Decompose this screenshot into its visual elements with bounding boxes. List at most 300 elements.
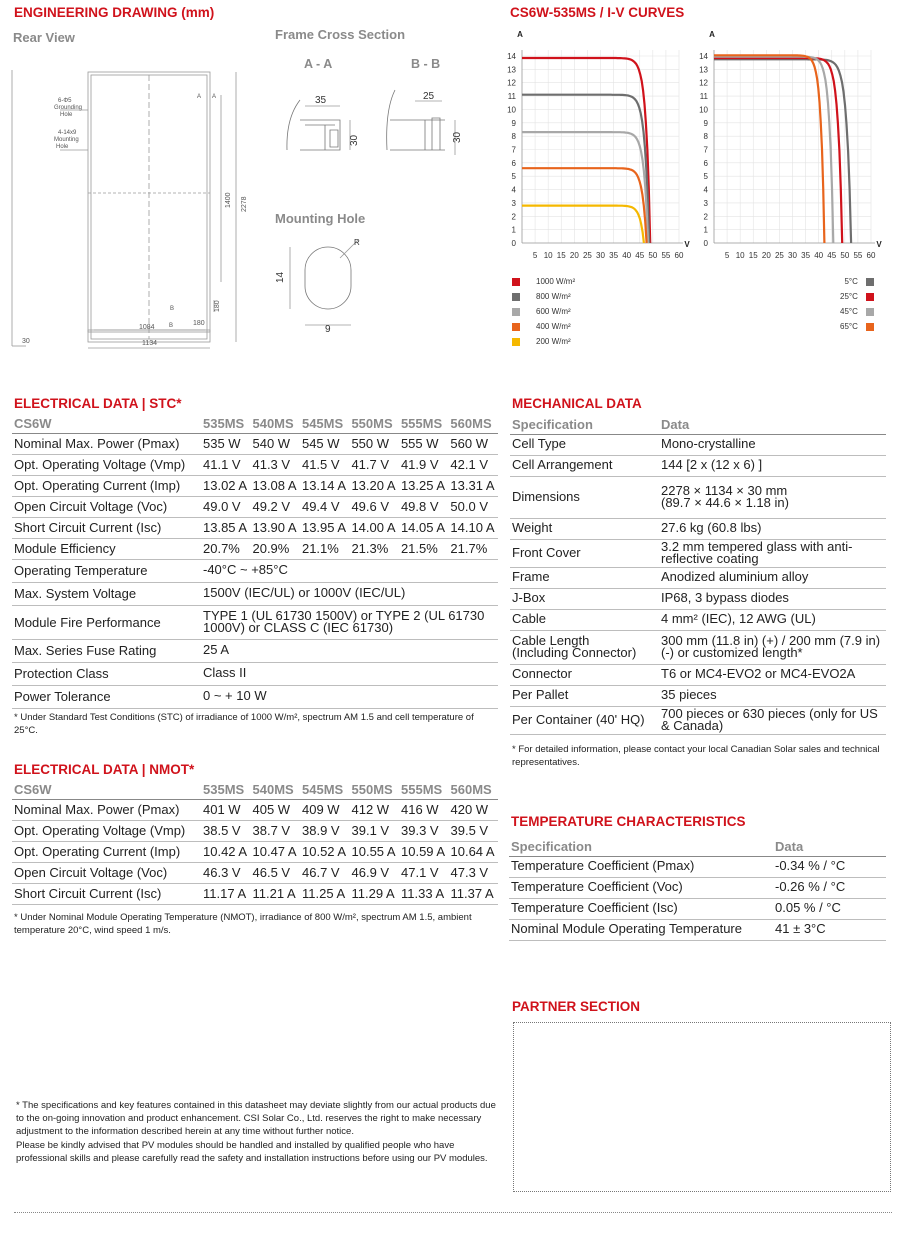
row-label: Module Efficiency [12,538,201,559]
disclaimer [16,1099,500,1165]
value-cell: 47.3 V [449,862,499,883]
value-cell: 555 W [399,433,448,454]
value-cell: T6 or MC4-EVO2 or MC4-EVO2A [659,664,886,685]
engineering-drawing [0,0,500,360]
legend-label: 1000 W/m² [536,277,576,286]
value-cell: 21.3% [349,538,398,559]
y-tick-label: 11 [699,92,708,102]
svg-text:25: 25 [423,91,435,102]
value-cell: 41 ± 3°C [773,919,886,940]
row-label: Power Tolerance [12,685,201,708]
y-tick-label: 13 [699,65,708,75]
legend-swatch [866,293,874,301]
row-label: Opt. Operating Current (Imp) [12,475,201,496]
y-tick-label: 7 [703,145,708,155]
legend-swatch [512,323,520,331]
table-row [510,609,886,630]
y-tick-label: 8 [703,132,708,142]
table-row [510,434,886,455]
svg-text:30: 30 [22,338,30,345]
value-cell: 550 W [349,433,398,454]
value-cell: 10.55 A [350,841,400,862]
table-row [12,454,498,475]
legend-label: 800 W/m² [536,292,571,301]
value-cell: 46.3 V [201,862,251,883]
grid [522,50,679,243]
svg-text:R: R [354,238,360,247]
value-cell: 2278 × 1134 × 30 mm (89.7 × 44.6 × 1.18 in) [659,476,886,518]
svg-text:A: A [212,94,217,100]
y-tick-label: 6 [703,158,708,168]
value-cell: 4 mm² (IEC), 12 AWG (UL) [659,609,886,630]
table-row [510,664,886,685]
y-tick-label: 5 [703,172,708,182]
svg-text:35: 35 [315,95,327,106]
value-cell: 13.14 A [300,475,349,496]
header-cell: 550MS [350,780,400,799]
table-row [510,476,886,518]
row-label: Cable [510,609,659,630]
x-tick-label: 60 [866,251,876,260]
y-tick-label: 10 [507,105,516,115]
value-cell: 144 [2 x (12 x 6) ] [659,455,886,476]
value-cell: 49.0 V [201,496,250,517]
legend-item [512,304,575,319]
y-tick-label: 14 [699,52,708,61]
row-label: Nominal Module Operating Temperature [509,919,773,940]
mechanical-note: * For detailed information, please contact your local Canadian Solar sales and technical representatives. [512,744,880,768]
value-cell: 700 pieces or 630 pieces (only for US & Canada) [659,706,886,734]
x-tick-label: 55 [661,251,671,260]
value-cell: 300 mm (11.8 in) (+) / 200 mm (7.9 in) (-) or customized length* [659,630,886,664]
header-cell: 555MS [399,414,448,433]
value-cell: 540 W [250,433,299,454]
table-row [12,496,498,517]
temperature-table [509,837,886,941]
value-cell: 0.05 % / °C [773,898,886,919]
value-cell: 10.42 A [201,841,251,862]
legend-label: 45°C [840,307,858,316]
y-tick-label: 0 [511,239,516,248]
value-cell: 412 W [350,799,400,820]
x-tick-label: 50 [840,251,850,260]
value-cell: -40°C ~ +85°C [201,559,498,582]
row-label: Dimensions [510,476,659,518]
table-header [509,837,886,856]
table-row [12,883,498,904]
x-tick-label: 40 [622,251,632,260]
table-row [12,841,498,862]
value-cell: 49.6 V [349,496,398,517]
value-cell: 401 W [201,799,251,820]
header-cell: Specification [510,415,659,434]
rear-view-label: Rear View [13,30,75,45]
x-tick-label: 35 [609,251,619,260]
table-row [12,517,498,538]
legend-swatch [512,308,520,316]
svg-text:Mounting: Mounting [54,137,79,143]
svg-text:180: 180 [214,300,221,312]
y-tick-label: 3 [703,198,708,208]
row-label: Max. System Voltage [12,582,201,605]
iv-chart-temperature [690,26,895,266]
value-cell: -0.34 % / °C [773,856,886,877]
value-cell: 38.5 V [201,820,251,841]
svg-text:30: 30 [349,134,360,146]
value-cell: 3.2 mm tempered glass with anti-reflective coating [659,539,886,567]
header-cell: CS6W [12,414,201,433]
row-label: Nominal Max. Power (Pmax) [12,799,201,820]
x-tick-label: 15 [748,251,758,260]
value-cell: 27.6 kg (60.8 lbs) [659,518,886,539]
value-cell: 416 W [399,799,449,820]
iv-curves-title: CS6W-535MS / I-V CURVES [510,5,685,20]
legend-irradiance [512,274,575,349]
row-label: Opt. Operating Voltage (Vmp) [12,820,201,841]
legend-item [512,319,575,334]
value-cell: 21.1% [300,538,349,559]
drawing-title: ENGINEERING DRAWING (mm) [14,5,215,20]
y-tick-label: 14 [507,52,516,61]
series-line [522,206,644,243]
legend-swatch [866,278,874,286]
svg-text:Hole: Hole [60,112,73,118]
header-cell: 560MS [449,780,499,799]
y-tick-label: 12 [699,78,708,88]
stc-note: * Under Standard Test Conditions (STC) of irradiance of 1000 W/m², spectrum AM 1.5 and cell temperature of 25°C. [14,712,474,736]
svg-text:2278: 2278 [241,196,248,212]
legend-label: 200 W/m² [536,337,571,346]
header-cell: 535MS [201,414,250,433]
legend-swatch [512,278,520,286]
table-row [509,877,886,898]
y-tick-label: 4 [511,185,516,195]
value-cell: 405 W [251,799,301,820]
legend-temperature [840,274,874,334]
value-cell: 39.1 V [350,820,400,841]
value-cell: 14.10 A [448,517,498,538]
partner-box [513,1022,891,1192]
mechanical-title: MECHANICAL DATA [512,396,642,411]
value-cell: 41.3 V [250,454,299,475]
series-line [714,55,824,243]
legend-item [512,289,575,304]
legend-label: 65°C [840,322,858,331]
y-tick-label: 6 [511,158,516,168]
legend-label: 600 W/m² [536,307,571,316]
table-row [510,518,886,539]
svg-text:1084: 1084 [139,324,155,331]
value-cell: 21.5% [399,538,448,559]
table-row [509,919,886,940]
value-cell: Class II [201,662,498,685]
row-label: Operating Temperature [12,559,201,582]
value-cell: 13.08 A [250,475,299,496]
x-tick-label: 25 [774,251,784,260]
stc-table [12,414,498,709]
table-header [12,780,498,799]
row-label: Open Circuit Voltage (Voc) [12,862,201,883]
legend-label: 25°C [840,292,858,301]
value-cell: 38.9 V [300,820,350,841]
value-cell: 409 W [300,799,350,820]
table-row [510,685,886,706]
row-label: Open Circuit Voltage (Voc) [12,496,201,517]
value-cell: 13.20 A [349,475,398,496]
table-row [510,630,886,664]
series-line [522,132,648,243]
y-tick-label: 7 [511,145,516,155]
value-cell: 49.4 V [300,496,349,517]
value-cell: 10.64 A [449,841,499,862]
row-label: J-Box [510,588,659,609]
svg-text:B: B [169,323,174,329]
value-cell: 10.59 A [399,841,449,862]
x-tick-label: 60 [674,251,684,260]
x-tick-label: 30 [788,251,797,260]
x-tick-label: 55 [853,251,863,260]
value-cell: 21.7% [448,538,498,559]
value-cell: 41.9 V [399,454,448,475]
y-tick-label: 2 [703,212,708,222]
y-tick-label: 9 [511,118,516,128]
nmot-title: ELECTRICAL DATA | NMOT* [14,762,195,777]
header-cell: 540MS [251,780,301,799]
header-cell: Data [659,415,886,434]
header-cell: 550MS [349,414,398,433]
header-cell: 545MS [300,414,349,433]
svg-text:B: B [170,306,175,312]
value-cell: 13.25 A [399,475,448,496]
value-cell: 10.47 A [251,841,301,862]
table-row [12,862,498,883]
y-tick-label: 5 [511,172,516,182]
row-label: Per Pallet [510,685,659,706]
header-cell: 555MS [399,780,449,799]
value-cell: 49.2 V [250,496,299,517]
table-row [12,799,498,820]
frame-cross-section-label: Frame Cross Section [275,27,406,42]
svg-text:1400: 1400 [225,192,232,208]
table-row [12,605,498,639]
value-cell: 39.3 V [399,820,449,841]
disclaimer-p1: * The specifications and key features contained in this datasheet may deviate slightly from our actual products due to the on-going innovation and product enhancement. CSI Solar Co., Ltd. reserves the right to make necessary adjustment to the information described herein at any time without further notice. [16,1100,496,1138]
x-tick-label: 40 [814,251,824,260]
table-row [12,559,498,582]
row-label: Cable Length (Including Connector) [510,630,659,664]
row-label: Module Fire Performance [12,605,201,639]
row-label: Per Container (40' HQ) [510,706,659,734]
value-cell: 11.25 A [300,883,350,904]
value-cell: 46.5 V [251,862,301,883]
series-line [522,58,650,243]
table-row [12,475,498,496]
header-cell: 560MS [448,414,498,433]
nmot-note: * Under Nominal Module Operating Temperature (NMOT), irradiance of 800 W/m², spectrum AM 1.5, ambient temperature 20°C, wind speed 1 m/s. [14,912,472,936]
value-cell: 560 W [448,433,498,454]
table-row [12,582,498,605]
x-tick-label: 25 [582,251,592,260]
header-cell: 545MS [300,780,350,799]
svg-text:9: 9 [325,324,331,335]
legend-swatch [512,338,520,346]
value-cell: IP68, 3 bypass diodes [659,588,886,609]
row-label: Cell Arrangement [510,455,659,476]
row-label: Front Cover [510,539,659,567]
value-cell: -0.26 % / °C [773,877,886,898]
value-cell: 11.17 A [201,883,251,904]
x-tick-label: 35 [801,251,811,260]
x-axis-label: V [684,240,690,249]
table-row [12,538,498,559]
temperature-title: TEMPERATURE CHARACTERISTICS [511,814,746,829]
table-row [510,539,886,567]
row-label: Opt. Operating Voltage (Vmp) [12,454,201,475]
row-label: Weight [510,518,659,539]
value-cell: 20.7% [201,538,250,559]
value-cell: 13.90 A [250,517,299,538]
row-label: Protection Class [12,662,201,685]
iv-chart-irradiance [498,26,698,266]
table-header [510,415,886,434]
value-cell: 39.5 V [449,820,499,841]
legend-label: 5°C [844,277,858,286]
x-tick-label: 30 [596,251,605,260]
table-row [12,433,498,454]
legend-item [840,274,874,289]
value-cell: Anodized aluminium alloy [659,567,886,588]
table-row [12,662,498,685]
nmot-table [12,780,498,905]
header-cell: Data [773,837,886,856]
y-tick-label: 2 [511,212,516,222]
value-cell: 13.85 A [201,517,250,538]
table-row [510,567,886,588]
value-cell: 42.1 V [448,454,498,475]
value-cell: TYPE 1 (UL 61730 1500V) or TYPE 2 (UL 61730 1000V) or CLASS C (IEC 61730) [201,605,498,639]
y-tick-label: 8 [511,132,516,142]
svg-text:Hole: Hole [56,144,69,150]
x-tick-label: 15 [556,251,566,260]
y-tick-label: 12 [507,78,516,88]
table-row [509,856,886,877]
y-tick-label: 1 [703,225,708,235]
value-cell: 11.29 A [350,883,400,904]
mechanical-table [510,415,886,735]
svg-text:1134: 1134 [142,340,158,347]
value-cell: 535 W [201,433,250,454]
stc-title: ELECTRICAL DATA | STC* [14,396,182,411]
y-tick-label: 9 [703,118,708,128]
value-cell: 49.8 V [399,496,448,517]
legend-label: 400 W/m² [536,322,571,331]
row-label: Nominal Max. Power (Pmax) [12,433,201,454]
value-cell: Mono-crystalline [659,434,886,455]
value-cell: 13.95 A [300,517,349,538]
header-cell: Specification [509,837,773,856]
row-label: Opt. Operating Current (Imp) [12,841,201,862]
x-tick-label: 10 [735,251,745,260]
value-cell: 10.52 A [300,841,350,862]
x-tick-label: 5 [532,251,538,260]
row-label: Short Circuit Current (Isc) [12,883,201,904]
row-label: Max. Series Fuse Rating [12,639,201,662]
value-cell: 14.00 A [349,517,398,538]
table-row [509,898,886,919]
row-label: Short Circuit Current (Isc) [12,517,201,538]
value-cell: 13.02 A [201,475,250,496]
value-cell: 35 pieces [659,685,886,706]
table-row [12,685,498,708]
disclaimer-p2: Please be kindly advised that PV modules should be handled and installed by qualified people who have professional skills and please carefully read the safety and installation instructions before using our PV modules. [16,1139,488,1164]
section-aa-label: A - A [304,57,333,71]
value-cell: 11.21 A [251,883,301,904]
x-tick-label: 45 [635,251,645,260]
svg-text:30: 30 [452,131,463,143]
series-line [714,57,833,243]
row-label: Temperature Coefficient (Isc) [509,898,773,919]
header-cell: 540MS [250,414,299,433]
legend-item [840,289,874,304]
table-row [510,588,886,609]
value-cell: 420 W [449,799,499,820]
svg-text:6-Φ5: 6-Φ5 [58,98,72,104]
table-header [12,414,498,433]
value-cell: 47.1 V [399,862,449,883]
x-tick-label: 20 [761,251,771,260]
y-tick-label: 11 [507,92,516,102]
value-cell: 46.7 V [300,862,350,883]
row-label: Cell Type [510,434,659,455]
legend-item [840,319,874,334]
legend-item [840,304,874,319]
bottom-divider [14,1212,892,1213]
value-cell: 41.7 V [349,454,398,475]
header-cell: CS6W [12,780,201,799]
legend-item [512,334,575,349]
y-tick-label: 3 [511,198,516,208]
row-label: Connector [510,664,659,685]
section-bb-label: B - B [411,57,441,71]
y-tick-label: 4 [703,185,708,195]
legend-item [512,274,575,289]
value-cell: 14.05 A [399,517,448,538]
x-tick-label: 20 [569,251,579,260]
y-tick-label: 1 [511,225,516,235]
legend-swatch [866,308,874,316]
value-cell: 41.5 V [300,454,349,475]
table-row [12,820,498,841]
row-label: Temperature Coefficient (Pmax) [509,856,773,877]
table-row [510,455,886,476]
y-tick-label: 10 [699,105,708,115]
legend-swatch [866,323,874,331]
x-tick-label: 10 [543,251,553,260]
value-cell: 46.9 V [350,862,400,883]
table-row [12,639,498,662]
value-cell: 13.31 A [448,475,498,496]
value-cell: 11.37 A [449,883,499,904]
value-cell: 38.7 V [251,820,301,841]
row-label: Frame [510,567,659,588]
svg-text:180: 180 [193,320,205,327]
value-cell: 50.0 V [448,496,498,517]
partner-title: PARTNER SECTION [512,999,641,1014]
mounting-hole-label: Mounting Hole [275,211,366,226]
x-tick-label: 45 [827,251,837,260]
svg-text:A: A [197,94,202,100]
value-cell: 25 A [201,639,498,662]
